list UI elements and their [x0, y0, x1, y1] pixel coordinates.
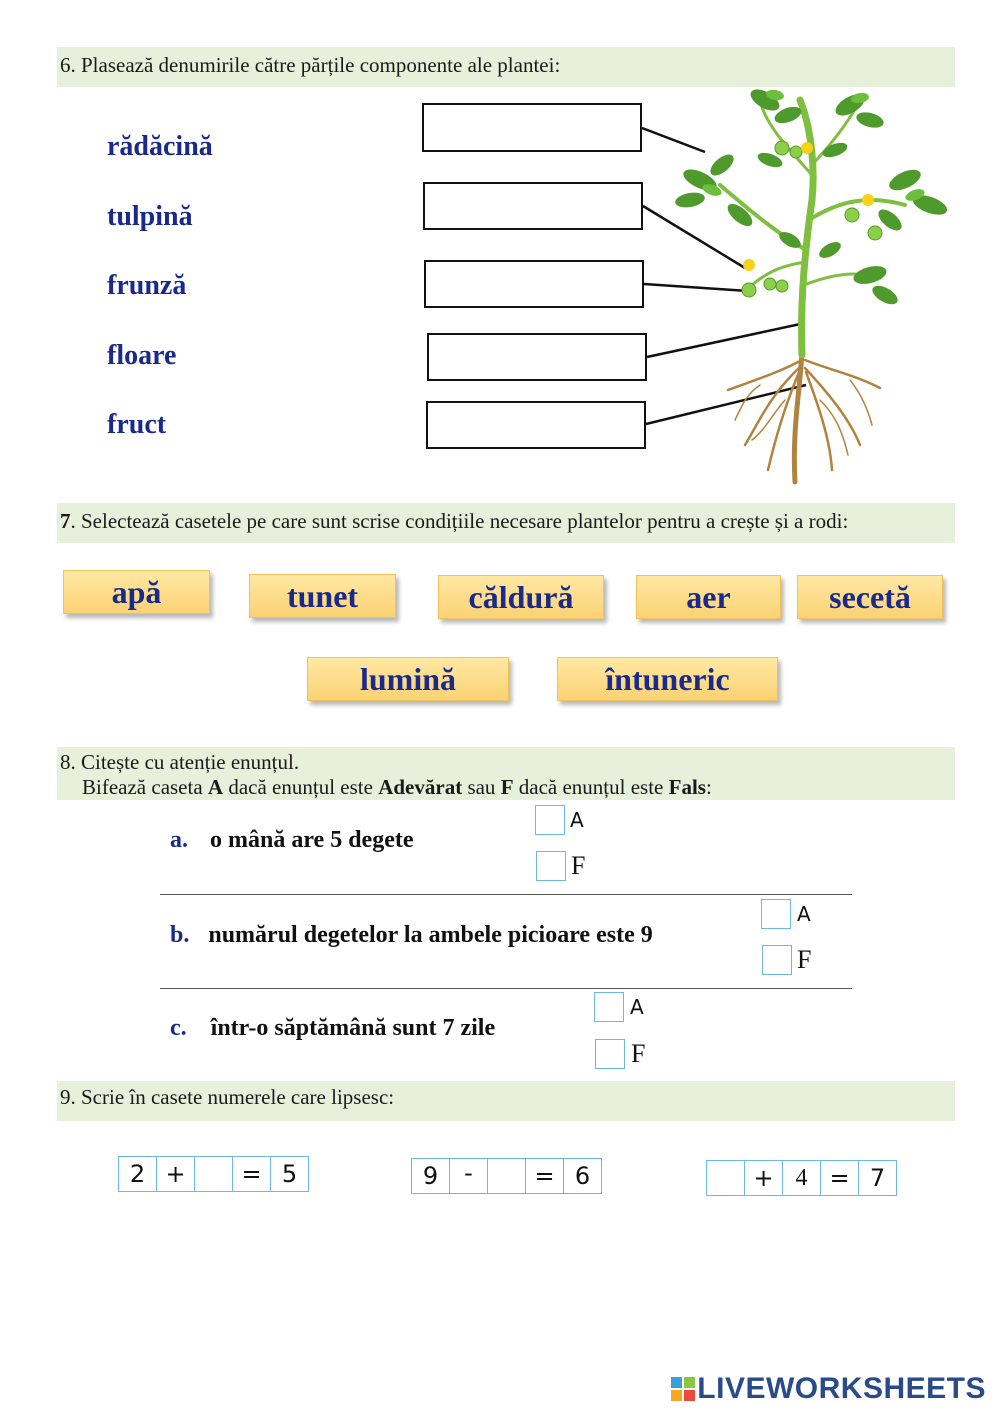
checkbox-b-false[interactable]: [762, 945, 792, 975]
label-c-true: A: [630, 995, 644, 1019]
drop-box-4[interactable]: [427, 333, 647, 381]
chip-caldura[interactable]: căldură: [438, 575, 604, 619]
label-a-false: F: [571, 851, 586, 880]
eq-cell: 4: [783, 1160, 821, 1196]
divider: [160, 988, 852, 989]
eq-cell: 7: [859, 1160, 897, 1196]
question-8-line-1: 8. Citește cu atenție enunțul.: [60, 750, 300, 774]
word-frunza[interactable]: frunză: [107, 270, 187, 301]
statement-letter: c.: [170, 1015, 187, 1041]
checkbox-a-false[interactable]: [536, 851, 566, 881]
eq-input[interactable]: [488, 1158, 526, 1194]
question-7-header: [57, 503, 955, 543]
chip-apa[interactable]: apă: [63, 570, 210, 614]
chip-tunet[interactable]: tunet: [249, 574, 396, 618]
statement-letter: a.: [170, 827, 188, 853]
checkbox-c-true[interactable]: [594, 992, 624, 1022]
eq-operator: -: [450, 1158, 488, 1194]
eq-cell: 5: [271, 1156, 309, 1192]
eq-cell: 2: [119, 1156, 157, 1192]
word-tulpina[interactable]: tulpină: [107, 201, 193, 232]
drop-box-3[interactable]: [424, 260, 644, 308]
eq-input[interactable]: [707, 1160, 745, 1196]
word-fruct[interactable]: fruct: [107, 409, 167, 440]
statement-b: [170, 922, 653, 949]
liveworksheets-logo: [671, 1372, 986, 1406]
label-b-false: F: [797, 945, 812, 974]
word-floare[interactable]: floare: [107, 340, 177, 371]
question-7-number: 7: [60, 509, 71, 533]
statement-letter: b.: [170, 922, 190, 948]
equation-3: [706, 1160, 897, 1196]
divider: [160, 894, 852, 895]
statement-text: o mână are 5 degete: [210, 827, 414, 853]
drop-box-1[interactable]: [422, 103, 642, 152]
statement-a: [170, 827, 414, 854]
liveworksheets-brand: LIVEWORKSHEETS: [697, 1372, 986, 1405]
drop-box-2[interactable]: [423, 182, 643, 230]
roots: [728, 352, 880, 482]
statement-c: [170, 1015, 495, 1042]
eq-cell: 9: [412, 1158, 450, 1194]
word-radacina[interactable]: rădăcină: [107, 131, 213, 162]
question-7-prompt: [60, 509, 848, 534]
question-9-prompt: 9. Scrie în casete numerele care lipsesc:: [60, 1085, 395, 1109]
question-6-header: [57, 47, 955, 87]
question-6-prompt: 6. Plasează denumirile către părțile componente ale plantei:: [60, 53, 561, 77]
label-a-true: A: [570, 808, 584, 832]
liveworksheets-icon: [671, 1377, 695, 1401]
tomato-plant-illustration: [640, 85, 960, 490]
eq-operator: +: [745, 1160, 783, 1196]
drop-box-5[interactable]: [426, 401, 646, 449]
checkbox-a-true[interactable]: [535, 805, 565, 835]
question-8-line-2: Bifează caseta A dacă enunțul este Adevărat sau F dacă enunțul este Fals:: [82, 775, 712, 799]
equation-1: [118, 1156, 309, 1192]
chip-seceta[interactable]: secetă: [797, 575, 943, 619]
chip-aer[interactable]: aer: [636, 575, 781, 619]
eq-input[interactable]: [195, 1156, 233, 1192]
question-7-text: . Selectează casetele pe care sunt scrise condițiile necesare plantelor pentru a crește și a rodi:: [70, 509, 849, 533]
eq-equals: =: [526, 1158, 564, 1194]
statement-text: într-o săptămână sunt 7 zile: [210, 1015, 496, 1041]
equation-2: [411, 1158, 602, 1194]
eq-operator: +: [157, 1156, 195, 1192]
statement-text: numărul degetelor la ambele picioare este 9: [208, 922, 653, 948]
checkbox-c-false[interactable]: [595, 1039, 625, 1069]
chip-intuneric[interactable]: întuneric: [557, 657, 778, 701]
question-8-header: [57, 747, 955, 800]
chip-lumina[interactable]: lumină: [307, 657, 509, 701]
checkbox-b-true[interactable]: [761, 899, 791, 929]
question-9-header: [57, 1081, 955, 1121]
label-b-true: A: [797, 902, 811, 926]
eq-equals: =: [821, 1160, 859, 1196]
label-c-false: F: [631, 1039, 646, 1068]
eq-cell: 6: [564, 1158, 602, 1194]
pointer-lines: [642, 128, 806, 424]
eq-equals: =: [233, 1156, 271, 1192]
